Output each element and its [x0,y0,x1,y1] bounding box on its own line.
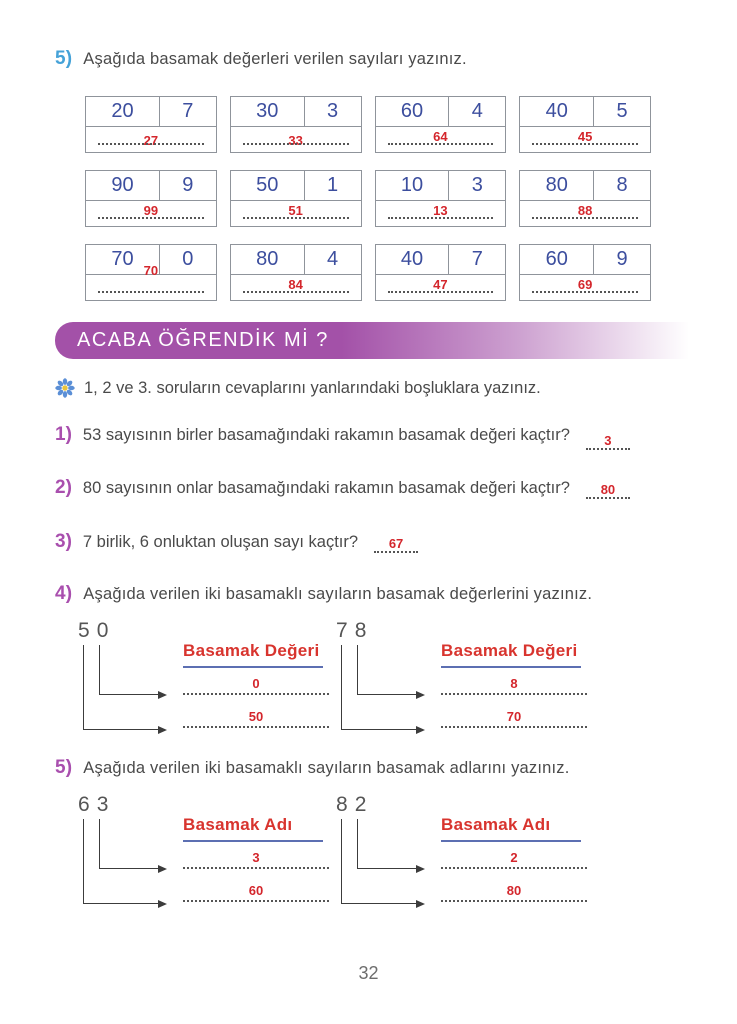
digit-pair [336,619,366,643]
question-number: 5) [55,48,73,69]
answer-column [183,641,333,728]
handwritten-answer: 51 [288,203,303,218]
arrow-line-tens [341,819,417,904]
place-value-box [85,96,217,153]
ones-value: 3 [471,174,483,196]
dotted-answer-line [98,143,204,145]
place-value-box [375,96,507,153]
exercise-place-value-numbers [55,48,707,301]
answer-slot [586,483,630,499]
dotted-answer-line [441,869,587,902]
handwritten-answer: 3 [604,432,612,448]
section-banner [55,322,737,359]
tens-value: 40 [376,245,450,274]
handwritten-answer: 88 [577,203,593,218]
handwritten-answer: 50 [248,709,264,724]
tens-value: 60 [376,97,450,126]
ones-digit: 0 [96,619,109,642]
ones-value: 4 [471,100,483,122]
ones-value: 7 [471,248,483,270]
dotted-answer-line [441,842,587,869]
arrowhead-icon [158,900,167,908]
question-number: 5) [55,757,73,778]
tens-digit: 8 [336,793,348,816]
dotted-answer-line [183,842,329,869]
question-text: 53 sayısının birler basamağındaki rakamın basamak değeri kaçtır? [82,426,570,445]
exercise-place-names [55,757,707,929]
dotted-answer-line [183,869,329,902]
ones-value: 4 [327,248,339,270]
exercise-place-values [55,583,707,755]
place-value-grid [85,96,651,301]
ones-value: 5 [616,100,628,122]
handwritten-answer: 33 [288,133,303,148]
place-value-box [230,170,362,227]
ones-digit: 2 [354,793,367,816]
tens-digit: 6 [78,793,90,816]
dotted-answer-line [532,143,638,145]
banner-title: ACABA ÖĞRENDİK Mİ ? [77,329,329,351]
handwritten-answer: 0 [252,676,260,691]
question-1 [55,424,630,446]
arrowhead-icon [158,691,167,699]
ones-value: 8 [616,174,628,196]
arrowhead-icon [416,865,425,873]
ones-value: 3 [327,100,339,122]
handwritten-answer: 47 [433,277,448,292]
place-value-box [230,244,362,301]
tens-value: 80 [231,245,305,274]
exercise-header [55,583,707,605]
place-value-box [375,244,507,301]
handwritten-answer: 80 [600,481,616,497]
handwritten-answer: 2 [510,850,518,865]
dotted-answer-line [183,695,329,728]
digit-diagram [336,619,594,755]
handwritten-answer: 3 [252,850,260,865]
place-value-box [85,170,217,227]
ones-digit: 8 [354,619,367,642]
diagram-row [78,793,707,929]
ones-value: 9 [616,248,628,270]
handwritten-answer: 8 [510,676,518,691]
tens-value: 90 [86,171,160,200]
arrowhead-icon [158,865,167,873]
dotted-answer-line [532,217,638,219]
tens-value: 20 [86,97,160,126]
question-number: 1) [55,424,72,445]
dotted-answer-line [243,291,349,293]
place-value-box [85,244,217,301]
ones-digit: 3 [96,793,109,816]
instruction-text: Aşağıda verilen iki basamaklı sayıların basamak adlarını yazınız. [83,759,570,777]
arrow-line-tens [83,645,159,730]
answer-column [441,641,591,728]
instruction-text: Aşağıda verilen iki basamaklı sayıların basamak değerlerini yazınız. [83,585,593,603]
column-heading: Basamak Değeri [441,641,578,660]
question-2 [55,477,630,499]
handwritten-answer: 45 [577,129,593,144]
question-text: 7 birlik, 6 onluktan oluşan sayı kaçtır? [82,533,359,552]
handwritten-answer: 70 [506,709,522,724]
dotted-answer-line [374,551,418,553]
instruction-text: Aşağıda basamak değerleri verilen sayıları yazınız. [83,50,467,68]
place-value-box [519,170,651,227]
tens-value: 10 [376,171,450,200]
column-heading: Basamak Adı [441,815,551,834]
arrowhead-icon [416,726,425,734]
page-number: 32 [358,963,379,983]
dotted-answer-line [532,291,638,293]
note-text: 1, 2 ve 3. soruların cevaplarını yanlarındaki boşluklara yazınız. [84,378,541,397]
tens-digit: 7 [336,619,348,642]
tens-value: 80 [520,171,594,200]
dotted-answer-line [441,668,587,695]
dotted-answer-line [98,217,204,219]
handwritten-answer: 64 [433,129,448,144]
arrow-line-tens [83,819,159,904]
digit-diagram [78,793,336,929]
dotted-answer-line [586,448,630,450]
dotted-answer-line [441,695,587,728]
handwritten-answer: 84 [288,277,303,292]
question-text: 80 sayısının onlar basamağındaki rakamın basamak değeri kaçtır? [82,479,570,498]
digit-pair [336,793,366,817]
arrow-line-tens [341,645,417,730]
tens-value: 50 [231,171,305,200]
digit-pair [78,619,108,643]
question-3 [55,531,418,553]
flower-icon [55,378,75,398]
ones-value: 1 [327,174,339,196]
place-value-box [519,96,651,153]
handwritten-answer: 70 [143,263,159,278]
ones-value: 9 [182,174,194,196]
question-number: 4) [55,583,73,604]
digit-diagram [78,619,336,755]
tens-value: 60 [520,245,594,274]
tens-digit: 5 [78,619,90,642]
dotted-answer-line [243,217,349,219]
digit-diagram [336,793,594,929]
tens-value: 40 [520,97,594,126]
tens-value: 70 [86,245,160,274]
arrowhead-icon [416,691,425,699]
handwritten-answer: 27 [143,133,159,148]
arrowhead-icon [416,900,425,908]
question-number: 2) [55,477,72,498]
exercise-header [55,48,707,70]
dotted-answer-line [183,668,329,695]
dotted-answer-line [388,143,494,145]
arrowhead-icon [158,726,167,734]
handwritten-answer: 13 [433,203,448,218]
diagram-row [78,619,707,755]
place-value-box [230,96,362,153]
dotted-answer-line [388,291,494,293]
dotted-answer-line [388,217,494,219]
handwritten-answer: 69 [577,277,593,292]
dotted-answer-line [243,143,349,145]
tens-value: 30 [231,97,305,126]
dotted-answer-line [98,291,204,293]
question-number: 3) [55,531,72,552]
place-value-box [375,170,507,227]
answer-slot [374,537,418,553]
ones-value: 0 [182,248,194,270]
handwritten-answer: 80 [506,883,522,898]
place-value-box [519,244,651,301]
handwritten-answer: 67 [388,535,404,551]
answer-slot [586,434,630,450]
note-row [55,378,541,398]
answer-column [183,815,333,902]
ones-value: 7 [182,100,194,122]
digit-pair [78,793,108,817]
column-heading: Basamak Adı [183,815,293,834]
handwritten-answer: 60 [248,883,264,898]
column-heading: Basamak Değeri [183,641,320,660]
exercise-header [55,757,707,779]
handwritten-answer: 99 [143,203,159,218]
answer-column [441,815,591,902]
dotted-answer-line [586,497,630,499]
